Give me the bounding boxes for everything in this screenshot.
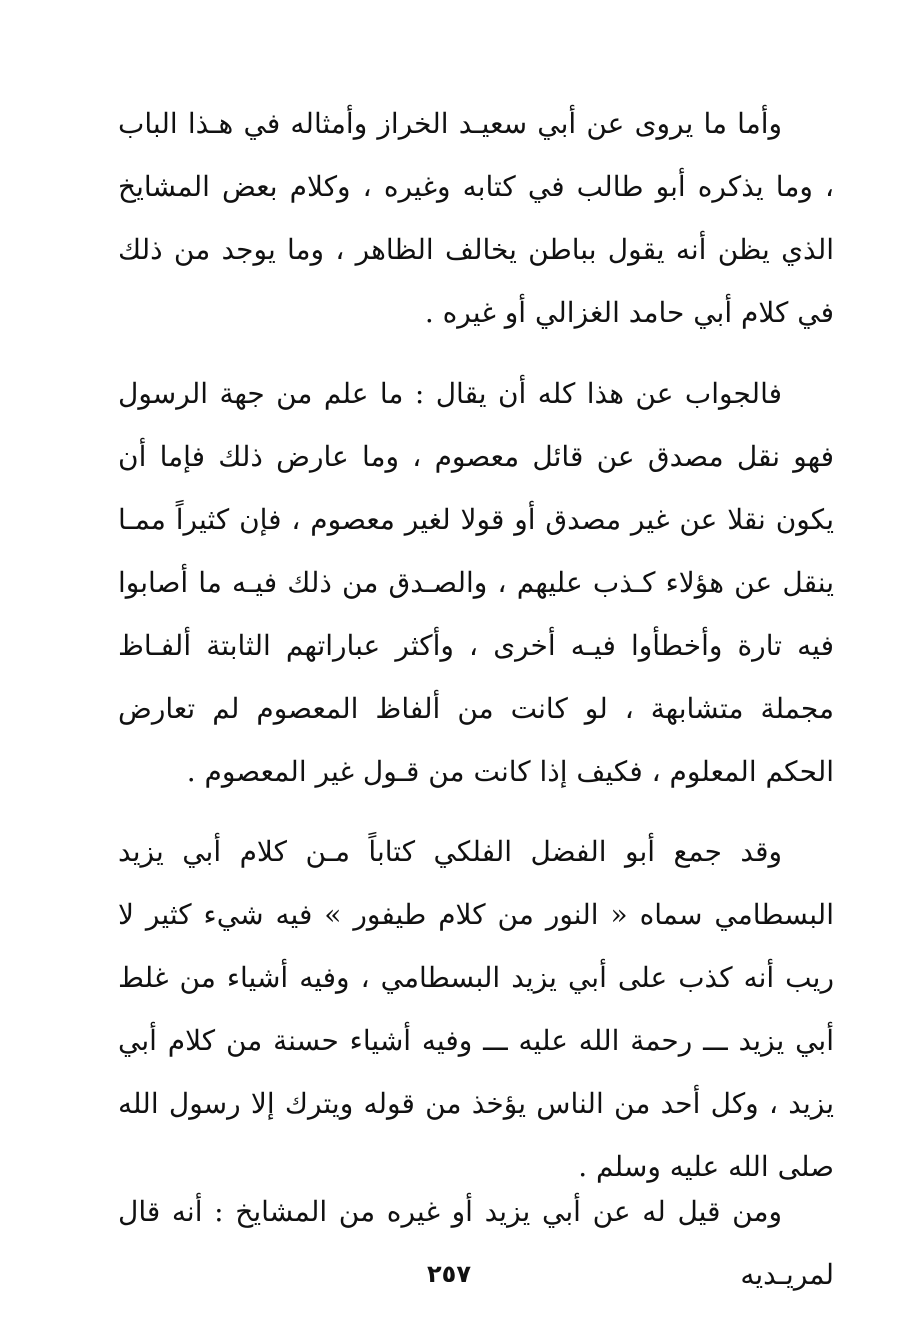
paragraph-1: وأما ما يروى عن أبي سعيـد الخراز وأمثاله في هـذا الباب ، وما يذكره أبو طالب في كتابه وغيره ، وكلام بعض المشايخ الذي يظن أنه يقول بباطن يخالف الظاهر ، وما يوجد من ذلك في كلام أبي حامد الغزالي أو غيره . (118, 107, 835, 329)
paragraph-3: وقد جمع أبو الفضل الفلكي كتاباً مـن كلام أبي يزيد البسطامي سماه « النور من كلام طيفور » فيه شيء كثير لا ريب أنه كذب على أبي يزيد البسطامي ، وفيه أشياء من غلط أبي يزيد ـــ رحمة الله عليه ـــ وفيه أشياء حسنة من كلام أبي يزيد ، وكل أحد من الناس يؤخذ من قوله ويترك إلا رسول الله صلى الله عليه وسلم . (118, 835, 834, 1183)
page-number: ٢٥٧ (427, 1260, 471, 1288)
paragraph-2: فالجواب عن هذا كله أن يقال : ما علم من جهة الرسول فهو نقل مصدق عن قائل معصوم ، وما عارض ذلك فإما أن يكون نقلا عن غير مصدق أو قولا لغير معصوم ، فإن كثيراً ممـا ينقل عن هؤلاء كـذب عليهم ، والصـدق من ذلك فيـه ما أصابوا فيه تارة وأخطأوا فيـه أخرى ، وأكثر عباراتهم الثابتة ألفـاظ مجملة متشابهة ، لو كانت من ألفاظ المعصوم لم تعارض الحكم المعلوم ، فكيف إذا كانت من قـول غير المعصوم . (118, 377, 834, 788)
paragraph-4: ومن قيل له عن أبي يزيد أو غيره من المشايخ : أنه قال لمريـديه (118, 1195, 834, 1291)
